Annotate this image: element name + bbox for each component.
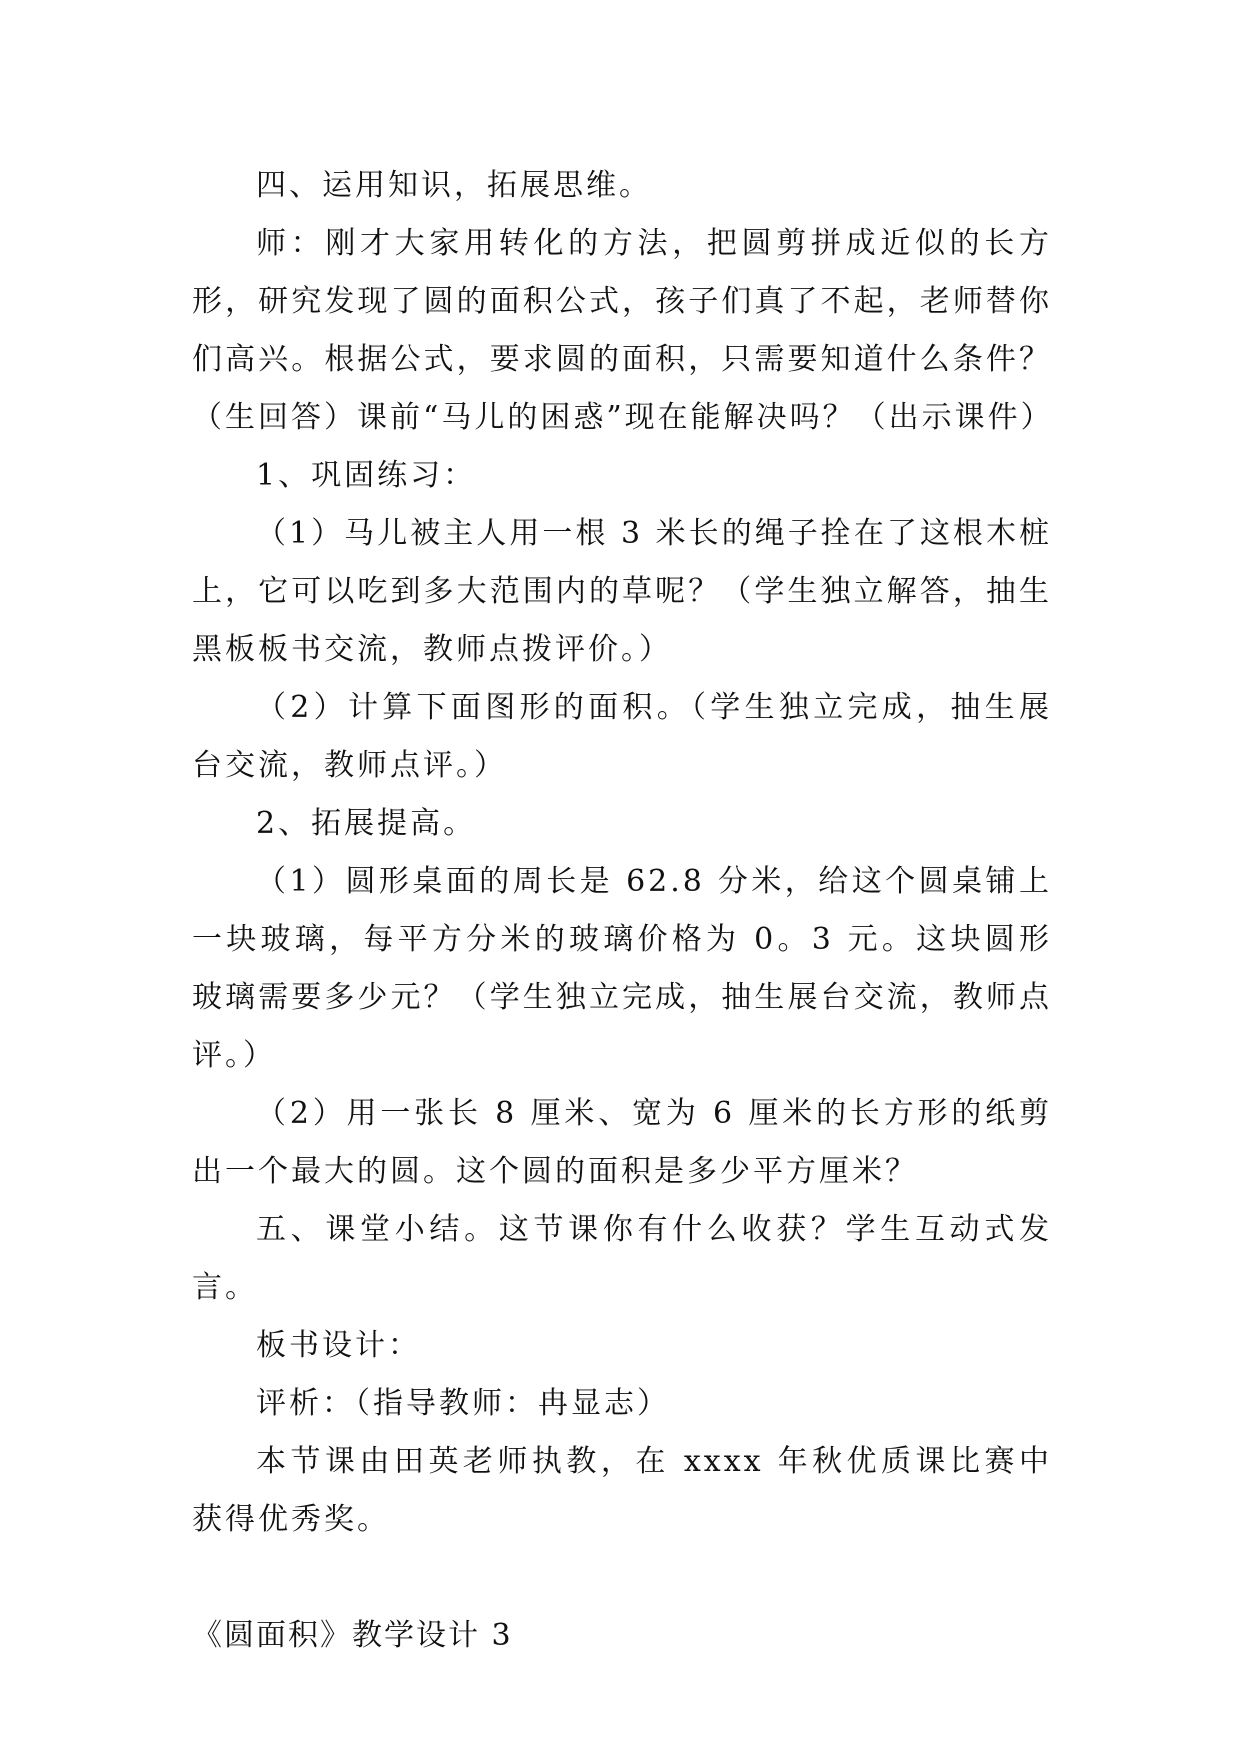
paragraph-section-four: 四、运用知识，拓展思维。 [256,168,652,203]
paragraph-review: 评析：（指导教师：冉显志） [256,1386,670,1421]
paragraph-summary: 五、课堂小结。这节课你有什么收获？学生互动式发言。 [192,1212,1052,1305]
paragraph-practice-item-2: （2）计算下面图形的面积。（学生独立完成，抽生展台交流，教师点评。） [192,690,1052,783]
paragraph-teacher-intro: 师：刚才大家用转化的方法，把圆剪拼成近似的长方形，研究发现了圆的面积公式，孩子们真了不起，老师替你们高兴。根据公式，要求圆的面积，只需要知道什么条件？（生回答）课前“马儿的困惑”现在能解决吗？（出示课件） [192,226,1054,435]
paragraph-practice-heading: 1、巩固练习： [256,458,477,493]
paragraph-extension-item-1: （1）圆形桌面的周长是 62.8 分米，给这个圆桌铺上一块玻璃，每平方分米的玻璃价格为 0。3 元。这块圆形玻璃需要多少元？（学生独立完成，抽生展台交流，教师点评。） [192,864,1052,1073]
paragraph-extension-item-2: （2）用一张长 8 厘米、宽为 6 厘米的长方形的纸剪出一个最大的圆。这个圆的面积是多少平方厘米？ [192,1096,1052,1189]
document-body [192,157,1052,1665]
paragraph-board-design: 板书设计： [256,1328,421,1363]
paragraph-extension-heading: 2、拓展提高。 [256,806,477,841]
paragraph-award: 本节课由田英老师执教，在 xxxx 年秋优质课比赛中获得优秀奖。 [192,1444,1052,1537]
section-title: 《圆面积》教学设计 3 [192,1618,513,1653]
paragraph-practice-item-1: （1）马儿被主人用一根 3 米长的绳子拴在了这根木桩上，它可以吃到多大范围内的草呢？（学生独立解答，抽生黑板板书交流，教师点拨评价。） [192,516,1052,667]
